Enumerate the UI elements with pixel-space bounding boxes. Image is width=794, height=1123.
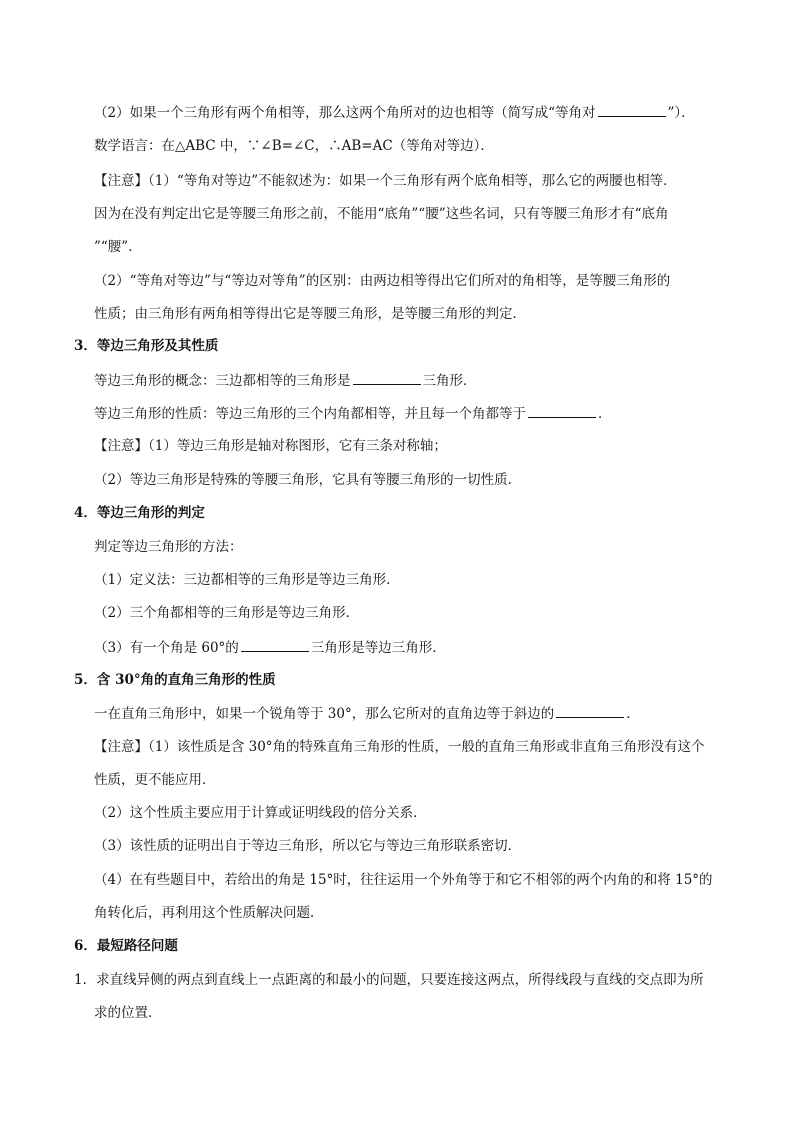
s4-method-3 <box>94 637 446 658</box>
note-1-line-2: 因为在没有判定出它是等腰三角形之前，不能用“底角”“腰”这些名词，只有等腰三角形才有“底角 <box>94 206 669 222</box>
s3-note-1: 【注意】（1）等边三角形是轴对称图形，它有三条对称轴； <box>94 438 447 454</box>
s3-property-text: 等边三角形的性质：等边三角形的三个内角都相等，并且每一个角都等于 <box>94 406 526 422</box>
s5-note-2: （2）这个性质主要应用于计算或证明线段的倍分关系． <box>94 805 427 821</box>
s5-main-text: 一在直角三角形中，如果一个锐角等于 30°，那么它所对的直角边等于斜边的 <box>94 706 555 722</box>
s5-main <box>94 703 640 724</box>
item-2-text: （2）如果一个三角形有两个角相等，那么这两个角所对的边也相等（简写成“等角对 <box>94 105 596 121</box>
s6-item-1-line-2: 求的位置． <box>94 1005 162 1021</box>
equal-angles-item-2 <box>94 102 695 123</box>
math-language: 数学语言：在△ABC 中，∵∠B=∠C，∴AB=AC（等角对等边）． <box>94 138 494 154</box>
s3-property-tail: ． <box>598 406 612 422</box>
s3-note-2: （2）等边三角形是特殊的等腰三角形，它具有等腰三角形的一切性质． <box>94 472 522 488</box>
note-2-line-2: 性质；由三角形有两角相等得出它是等腰三角形，是等腰三角形的判定． <box>94 306 526 322</box>
s4-method-1: （1）定义法：三边都相等的三角形是等边三角形． <box>94 572 400 588</box>
section-6-heading: 6．最短路径问题 <box>74 938 178 954</box>
s5-note-3: （3）该性质的证明出自于等边三角形，所以它与等边三角形联系密切． <box>94 838 522 854</box>
s5-note-4-line-1: （4）在有些题目中，若给出的角是 15°时，往往运用一个外角等于和它不相邻的两个内角的和将 15°的 <box>94 872 713 888</box>
s4-method-3-tail: 三角形是等边三角形． <box>310 640 446 656</box>
fill-blank <box>353 370 421 385</box>
section-3-heading: 3．等边三角形及其性质 <box>74 338 219 354</box>
section-5-heading: 5．含 30°角的直角三角形的性质 <box>74 672 276 688</box>
fill-blank <box>241 637 309 652</box>
s6-item-1-line-1: 1．求直线异侧的两点到直线上一点距离的和最小的问题，只要连接这两点，所得线段与直线的交点即为所 <box>74 972 704 988</box>
s4-method-2: （2）三个角都相等的三角形是等边三角形． <box>94 605 360 621</box>
s3-concept-tail: 三角形． <box>422 373 477 389</box>
s5-note-1-line-1: 【注意】（1）该性质是含 30°角的特殊直角三角形的性质，一般的直角三角形或非直角三角形没有这个 <box>94 739 705 755</box>
s4-method-3-text: （3）有一个角是 60°的 <box>94 640 239 656</box>
s5-note-1-line-2: 性质，更不能应用． <box>94 772 216 788</box>
note-1-line-3: ”“腰”． <box>94 239 142 255</box>
fill-blank <box>556 703 624 718</box>
s5-main-tail: ． <box>626 706 640 722</box>
s3-concept <box>94 370 477 391</box>
s5-note-4-line-2: 角转化后，再利用这个性质解决问题． <box>94 905 324 921</box>
note-2-line-1: （2）“等角对等边”与“等边对等角”的区别：由两边相等得出它们所对的角相等，是等腰三角形的 <box>94 273 671 289</box>
fill-blank <box>528 403 596 418</box>
s3-property <box>94 403 612 424</box>
fill-blank <box>598 102 666 117</box>
item-2-tail: ”）． <box>667 105 695 121</box>
s3-concept-text: 等边三角形的概念：三边都相等的三角形是 <box>94 373 351 389</box>
section-4-heading: 4．等边三角形的判定 <box>74 505 205 521</box>
note-1-line-1: 【注意】（1）“等角对等边”不能叙述为：如果一个三角形有两个底角相等，那么它的两腰也相等． <box>94 173 677 189</box>
s4-intro: 判定等边三角形的方法： <box>94 539 243 555</box>
